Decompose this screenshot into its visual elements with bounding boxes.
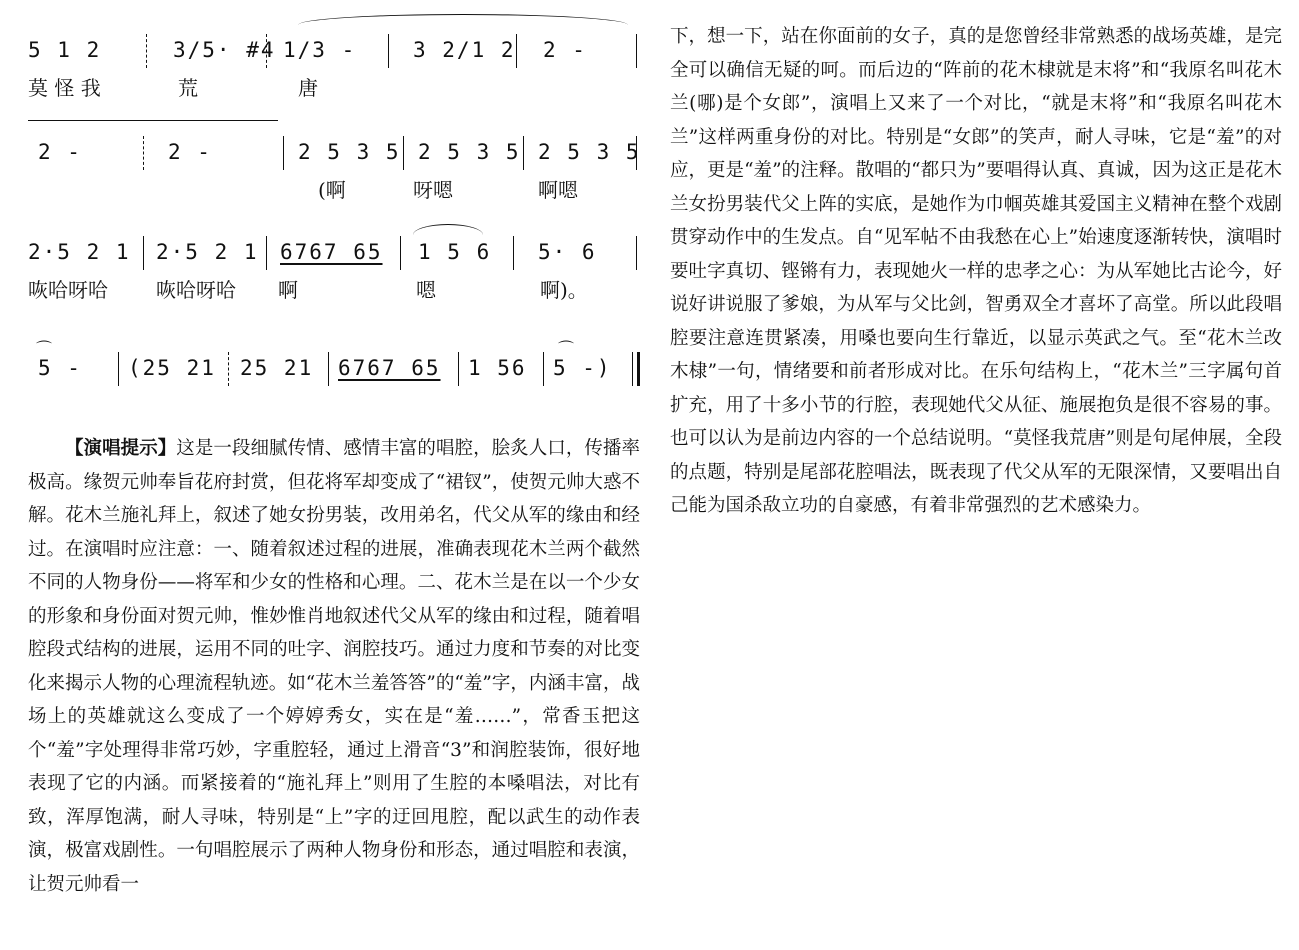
bar-line <box>513 236 514 270</box>
note-group: 25 21 <box>240 356 314 380</box>
bar-line <box>458 352 459 386</box>
bar-line <box>636 236 637 270</box>
bar-line <box>516 34 517 68</box>
lyric: 咴哈呀哈 <box>156 278 236 302</box>
lyric: 莫 怪 我 <box>28 76 101 100</box>
slur-mark <box>298 14 628 25</box>
hint-label: 【演唱提示】 <box>65 438 177 459</box>
slur-mark <box>28 120 278 131</box>
numbered-notation-score <box>0 0 650 420</box>
bar-line <box>118 352 119 386</box>
bar-line <box>636 136 637 170</box>
bar-line <box>283 136 284 170</box>
note-group: 2·5 2 1 <box>156 240 259 264</box>
note-group: 1 56 <box>468 356 527 380</box>
note-group: 1/3 - <box>283 38 357 62</box>
lyric: 荒 <box>178 76 198 100</box>
note-group: 6767 65 <box>338 356 441 380</box>
score-row-4 <box>28 330 643 390</box>
note-group: (25 21 <box>128 356 216 380</box>
slur-mark <box>413 224 483 235</box>
bar-line <box>266 34 267 68</box>
fermata-mark: ⌒ <box>36 339 53 358</box>
bar-line <box>143 136 144 170</box>
lyric: 啊 <box>278 278 298 302</box>
note-group: 2 5 3 5 <box>298 140 401 164</box>
final-bar-line <box>632 352 640 386</box>
bar-line <box>543 352 544 386</box>
bar-line <box>228 352 229 386</box>
bar-line <box>388 34 389 68</box>
note-group: 3 2/1 2 <box>413 38 516 62</box>
note-group: 2 - <box>543 38 587 62</box>
bar-line <box>403 136 404 170</box>
lyric: 咴哈呀哈 <box>28 278 108 302</box>
note-group: 5 - <box>38 356 82 380</box>
lyric: 呀嗯 <box>413 178 453 202</box>
note-group: 5 1 2 <box>28 38 102 62</box>
lyric: 嗯 <box>416 278 436 302</box>
note-group: 2 - <box>168 140 212 164</box>
bar-line <box>266 236 267 270</box>
note-group: 5 -) <box>553 356 612 380</box>
commentary-right-column <box>670 20 1282 523</box>
commentary-paragraph-continued: 下，想一下，站在你面前的女子，真的是您曾经非常熟悉的战场英雄，是完全可以确信无疑的呵。而后边的“阵前的花木棣就是末将”和“我原名叫花木兰(哪)是个女郎”，演唱上又来了一个对比，“就是末将”和“我原名叫花木兰”这样两重身份的对比。特别是“女郎”的笑声，耐人寻味，它是“羞”的对应，更是“羞”的注释。散唱的“都只为”要唱得认真、真诚，因为这正是花木兰女扮男装代父上阵的实底，是她作为巾帼英雄其爱国主义精神在整个戏剧贯穿动作中的生发点。自“见军帖不由我愁在心上”始速度逐渐转快，演唱时要吐字真切、铿锵有力，表现她火一样的忠孝之心：为从军她比古论今，好说好讲说服了爹娘，为从军与父比剑，智勇双全才喜坏了高堂。所以此段唱腔要注意连贯紧凑，用嗓也要向生行靠近，以显示英武之气。至“花木兰改木棣”一句，情绪要和前者形成对比。在乐句结构上，“花木兰”三字属句首扩充，用了十多小节的行腔，表现她代父从征、施展抱负是很不容易的事。也可以认为是前边内容的一个总结说明。“莫怪我荒唐”则是句尾伸展，全段的点题，特别是尾部花腔唱法，既表现了代父从军的无限深情，又要唱出自己能为国杀敌立功的自豪感，有着非常强烈的艺术感染力。 <box>670 26 1282 516</box>
lyric: 啊)。 <box>540 278 588 302</box>
bar-line <box>328 352 329 386</box>
note-group: 2 - <box>38 140 82 164</box>
bar-line <box>523 136 524 170</box>
note-group: 2 5 3 5 <box>418 140 521 164</box>
commentary-text: 这是一段细腻传情、感情丰富的唱腔，脍炙人口，传播率极高。缘贺元帅奉旨花府封赏，但花将军却变成了“裙钗”，使贺元帅大惑不解。花木兰施礼拜上，叙述了她女扮男装，改用弟名，代父从军的缘由和经过。在演唱时应注意：一、随着叙述过程的进展，准确表现花木兰两个截然不同的人物身份——将军和少女的性格和心理。二、花木兰是在以一个少女的形象和身份面对贺元帅，惟妙惟肖地叙述代父从军的缘由和过程，随着唱腔段式结构的进展，运用不同的吐字、润腔技巧。通过力度和节奏的对比变化来揭示人物的心理流程轨迹。如“花木兰羞答答”的“羞”字，内涵丰富，战场上的英雄就这么变成了一个婷婷秀女，实在是“羞……”，常香玉把这个“羞”字处理得非常巧妙，字重腔轻，通过上滑音“3”和润腔装饰，很好地表现了它的内涵。而紧接着的“施礼拜上”则用了生腔的本嗓唱法，对比有致，浑厚饱满，耐人寻味，特别是“上”字的迂回甩腔，配以武生的动作表演，极富戏剧性。一句唱腔展示了两种人物身份和形态，通过唱腔和表演，让贺元帅看一 <box>28 438 640 895</box>
commentary-paragraph <box>28 432 640 901</box>
note-group: 2 5 3 5 <box>538 140 641 164</box>
fermata-mark: ⌒ <box>558 339 575 358</box>
note-group: 1 5 6 <box>418 240 492 264</box>
score-row-1 <box>28 20 643 100</box>
bar-line <box>143 236 144 270</box>
score-row-2 <box>28 118 643 202</box>
lyric: (啊 <box>318 178 346 202</box>
note-group: 5· 6 <box>538 240 597 264</box>
commentary-left-column <box>28 432 640 901</box>
lyric: 啊嗯 <box>538 178 578 202</box>
note-group: 6767 65 <box>280 240 383 264</box>
bar-line <box>400 236 401 270</box>
note-group: 2·5 2 1 <box>28 240 131 264</box>
score-row-3 <box>28 222 643 302</box>
lyric: 唐 <box>298 76 318 100</box>
bar-line <box>636 34 637 68</box>
bar-line <box>146 34 147 68</box>
note-group: 3/5· #4 <box>173 38 276 62</box>
